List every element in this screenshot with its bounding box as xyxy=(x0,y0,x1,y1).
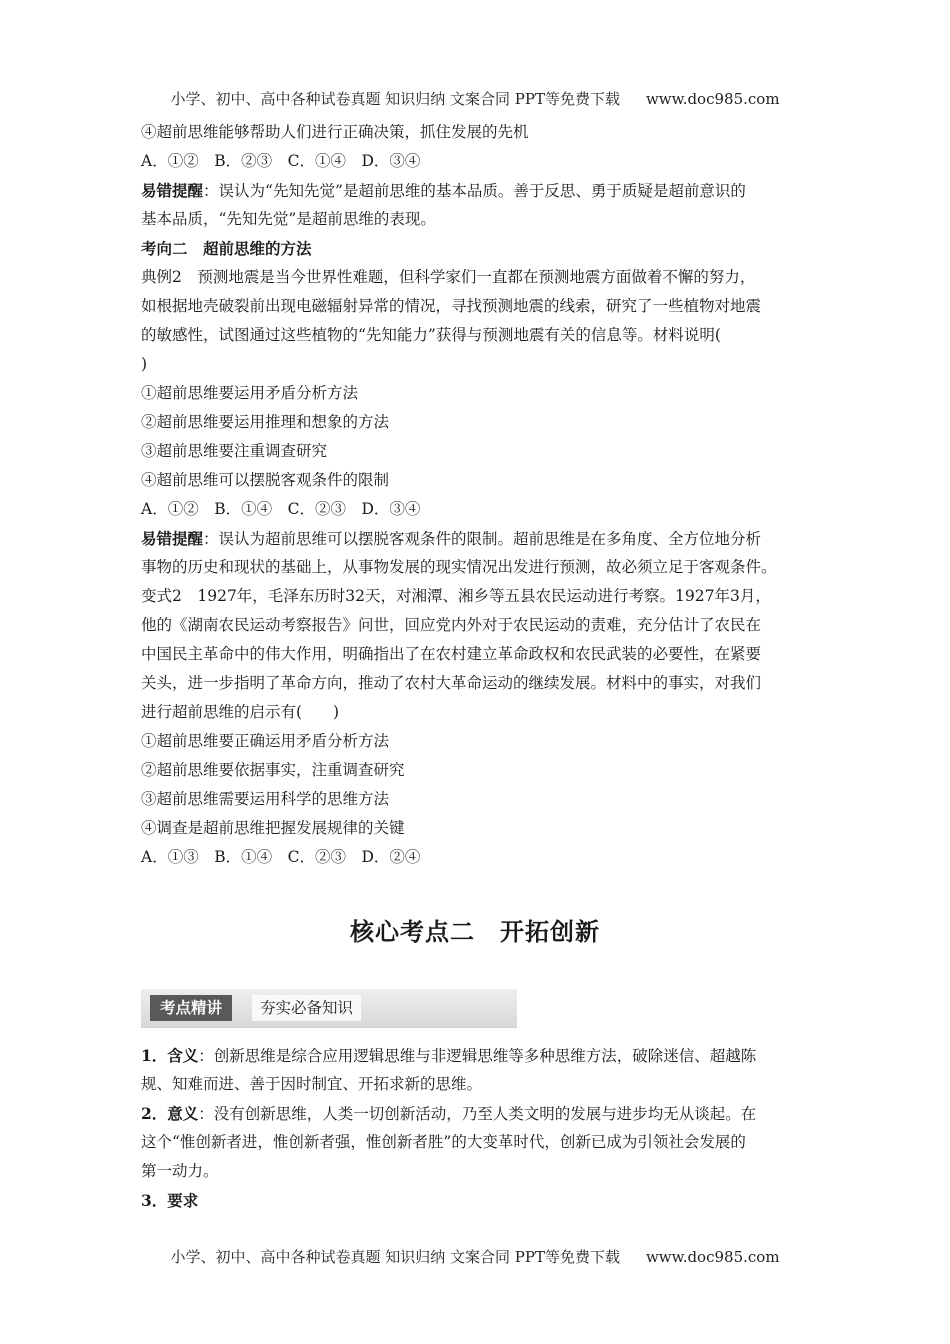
tip-text: ：误认为超前思维可以摆脱客观条件的限制。超前思维是在多角度、全方位地分析 xyxy=(203,530,762,548)
point-text: ：没有创新思维，人类一切创新活动，乃至人类文明的发展与进步均无从谈起。在 xyxy=(198,1105,757,1123)
example-line: ) xyxy=(141,355,148,373)
option-line: ④调查是超前思维把握发展规律的关键 xyxy=(141,819,405,837)
error-tip xyxy=(141,524,821,553)
tip-text: ：误认为“先知先觉”是超前思维的基本品质。善于反思、勇于质疑是超前意识的 xyxy=(203,182,746,200)
banner-label: 考点精讲 xyxy=(150,995,232,1021)
variant-line: 他的《湖南农民运动考察报告》问世，回应党内外对于农民运动的责难，充分估计了农民在 xyxy=(141,616,762,634)
point-text: ：创新思维是综合应用逻辑思维与非逻辑思维等多种思维方法，破除迷信、超越陈 xyxy=(198,1047,757,1065)
option-line: ④超前思维可以摆脱客观条件的限制 xyxy=(141,471,390,489)
header-text: 小学、初中、高中各种试卷真题 知识归纳 文案合同 PPT等免费下载 xyxy=(170,90,620,108)
points-section xyxy=(141,1041,821,1215)
option-line: ②超前思维要依据事实，注重调查研究 xyxy=(141,761,405,779)
example-line: 如根据地壳破裂前出现电磁辐射异常的情况，寻找预测地震的线索，研究了一些植物对地震 xyxy=(141,297,762,315)
header-site: www.doc985.com xyxy=(645,90,780,108)
answer-choices: A．①② B．①④ C．②③ D．③④ xyxy=(141,500,421,518)
point-label: 2．意义 xyxy=(141,1104,199,1123)
page-footer xyxy=(0,1246,950,1267)
option-line: ①超前思维要运用矛盾分析方法 xyxy=(141,384,359,402)
option-line: ②超前思维要运用推理和想象的方法 xyxy=(141,413,390,431)
section-1 xyxy=(141,118,821,872)
tip-label: 易错提醒 xyxy=(141,529,204,548)
point-text-cont: 这个“惟创新者进，惟创新者强，惟创新者胜”的大变革时代，创新已成为引领社会发展的 xyxy=(141,1133,746,1151)
point-line xyxy=(141,1041,821,1070)
footer-site: www.doc985.com xyxy=(645,1248,780,1266)
page-header xyxy=(0,88,950,109)
option-line: ①超前思维要正确运用矛盾分析方法 xyxy=(141,732,390,750)
variant-line: 中国民主革命中的伟大作用，明确指出了在农村建立革命政权和农民武装的必要性，在紧要 xyxy=(141,645,762,663)
point-text-cont: 第一动力。 xyxy=(141,1162,219,1180)
tip-text-cont: 基本品质，“先知先觉”是超前思维的表现。 xyxy=(141,210,436,228)
footer-text: 小学、初中、高中各种试卷真题 知识归纳 文案合同 PPT等免费下载 xyxy=(170,1248,620,1266)
variant-line: 关头，进一步指明了革命方向，推动了农村大革命运动的继续发展。材料中的事实，对我们 xyxy=(141,674,762,692)
topic-heading: 考向二 超前思维的方法 xyxy=(141,239,312,258)
option-line: ③超前思维需要运用科学的思维方法 xyxy=(141,790,390,808)
banner-sublabel: 夯实必备知识 xyxy=(252,995,361,1021)
answer-choices: A．①③ B．①④ C．②③ D．②④ xyxy=(141,848,421,866)
option-line: ③超前思维要注重调查研究 xyxy=(141,442,328,460)
example-line: 的敏感性，试图通过这些植物的“先知能力”获得与预测地震有关的信息等。材料说明( xyxy=(141,326,721,344)
point-label: 3．要求 xyxy=(141,1191,199,1210)
variant-line: 进行超前思维的启示有( ) xyxy=(141,703,340,721)
example-line: 典例2 预测地震是当今世界性难题，但科学家们一直都在预测地震方面做着不懈的努力， xyxy=(141,268,756,286)
error-tip xyxy=(141,176,821,205)
point-line xyxy=(141,1099,821,1128)
tip-text-cont: 事物的历史和现状的基础上，从事物发展的现实情况出发进行预测，故必须立足于客观条件。 xyxy=(141,558,777,576)
section-banner xyxy=(141,989,517,1028)
option-line: ④超前思维能够帮助人们进行正确决策，抓住发展的先机 xyxy=(141,123,529,141)
variant-line: 变式2 1927年，毛泽东历时32天，对湘潭、湘乡等五县农民运动进行考察。1927年3月， xyxy=(141,587,771,605)
point-label: 1．含义 xyxy=(141,1046,199,1065)
answer-choices: A．①② B．②③ C．①④ D．③④ xyxy=(141,152,421,170)
point-text-cont: 规、知难而进、善于因时制宜、开拓求新的思维。 xyxy=(141,1075,483,1093)
section-title: 核心考点二 开拓创新 xyxy=(350,918,600,946)
tip-label: 易错提醒 xyxy=(141,181,204,200)
